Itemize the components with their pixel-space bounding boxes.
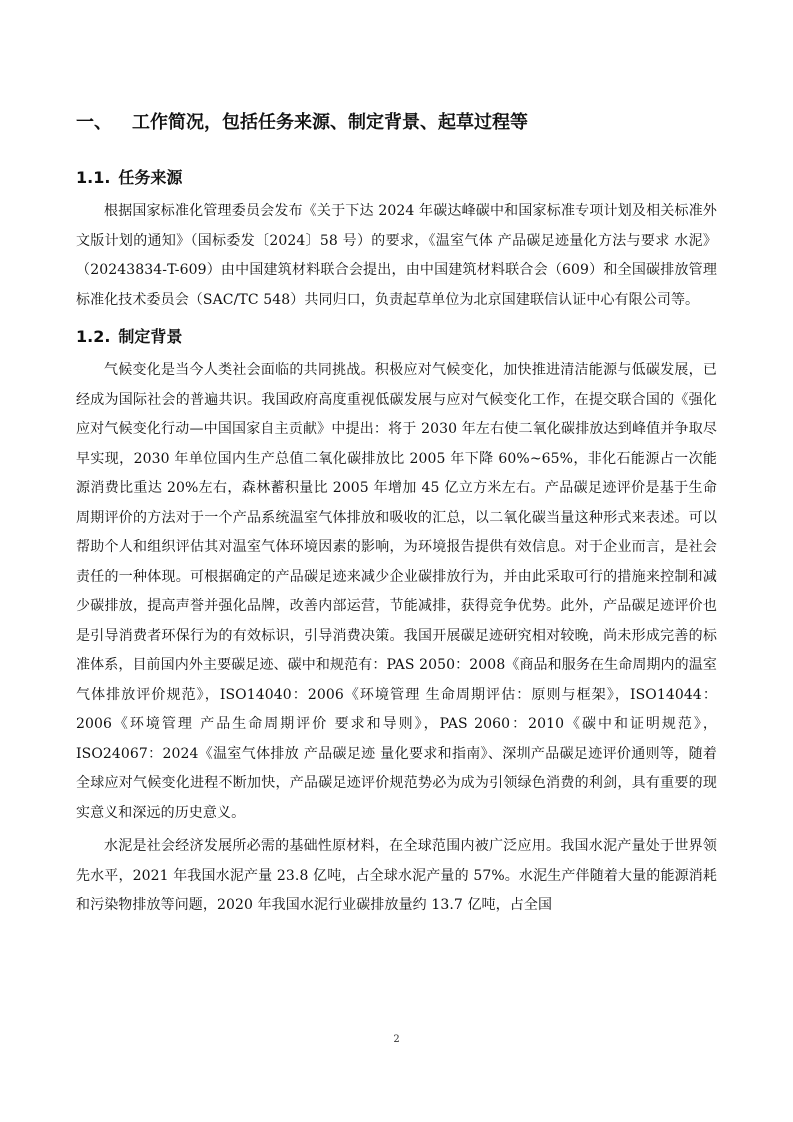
paragraph-task-source: 根据国家标准化管理委员会发布《关于下达 2024 年碳达峰碳中和国家标准专项计划及相关标准外文版计划的通知》（国标委发〔2024〕58 号）的要求，《温室气体 产品碳足迹量化方法与要求 水泥》（20243834-T-609）由中国建筑材料联合会提出，由中国建筑材料联合会（609）和全国碳排放管理标准化技术委员会（SAC/TC 548）共同归口，负责起草单位为北京国建联信认证中心有限公司等。 — [76, 203, 717, 308]
subsection-number: 1.1. — [76, 168, 111, 187]
subsection-title: 任务来源 — [118, 168, 183, 187]
subsection-heading-background — [76, 321, 717, 353]
section-heading — [76, 104, 717, 142]
subsection-heading-task-source — [76, 162, 717, 194]
section-number: 一、 — [76, 112, 112, 133]
paragraph-cement: 水泥是社会经济发展所必需的基础性原材料，在全球范围内被广泛应用。我国水泥产量处于世界领先水平，2021 年我国水泥产量 23.8 亿吨，占全球水泥产量的 57%。水泥生产伴随着大量的能源消耗和污染物排放等问题，2020 年我国水泥行业碳排放量约 13.7 亿吨，占全国 — [76, 838, 717, 913]
page-number: 2 — [393, 1034, 400, 1045]
paragraph-climate-change: 气候变化是当今人类社会面临的共同挑战。积极应对气候变化，加快推进清洁能源与低碳发展，已经成为国际社会的普遍共识。我国政府高度重视低碳发展与应对气候变化工作，在提交联合国的《强化应对气候变化行动—中国国家自主贡献》中提出：将于 2030 年左右使二氧化碳排放达到峰值并争取尽早实现，2030 年单位国内生产总值二氧化碳排放比 2005 年下降 60%~65%，非化石能源占一次能源消费比重达 20%左右，森林蓄积量比 2005 年增加 45 亿立方米左右。产品碳足迹评价是基于生命周期评价的方法对于一个产品系统温室气体排放和吸收的汇总，以二氧化碳当量这种形式来表述。可以帮助个人和组织评估其对温室气体环境因素的影响，为环境报告提供有效信息。对于企业而言，是社会责任的一种体现。可根据确定的产品碳足迹来减少企业碳排放行为，并由此采取可行的措施来控制和减少碳排放，提高声誉并强化品牌，改善内部运营，节能减排，获得竞争优势。此外，产品碳足迹评价也是引导消费者环保行为的有效标识，引导消费决策。我国开展碳足迹研究相对较晚，尚未形成完善的标准体系，目前国内外主要碳足迹、碳中和规范有：PAS 2050：2008《商品和服务在生命周期内的温室气体排放评价规范》，ISO14040：2006《环境管理 生命周期评估：原则与框架》，ISO14044：2006《环境管理 产品生命周期评价 要求和导则》，PAS 2060：2010《碳中和证明规范》，ISO24067：2024《温室气体排放 产品碳足迹 量化要求和指南》、深圳产品碳足迹评价通则等，随着全球应对气候变化进程不断加快，产品碳足迹评价规范势必为成为引领绿色消费的利剑，具有重要的现实意义和深远的历史意义。 — [76, 362, 717, 821]
section-title: 工作简况，包括任务来源、制定背景、起草过程等 — [132, 112, 528, 133]
subsection-title: 制定背景 — [118, 327, 183, 346]
subsection-number: 1.2. — [76, 327, 111, 346]
